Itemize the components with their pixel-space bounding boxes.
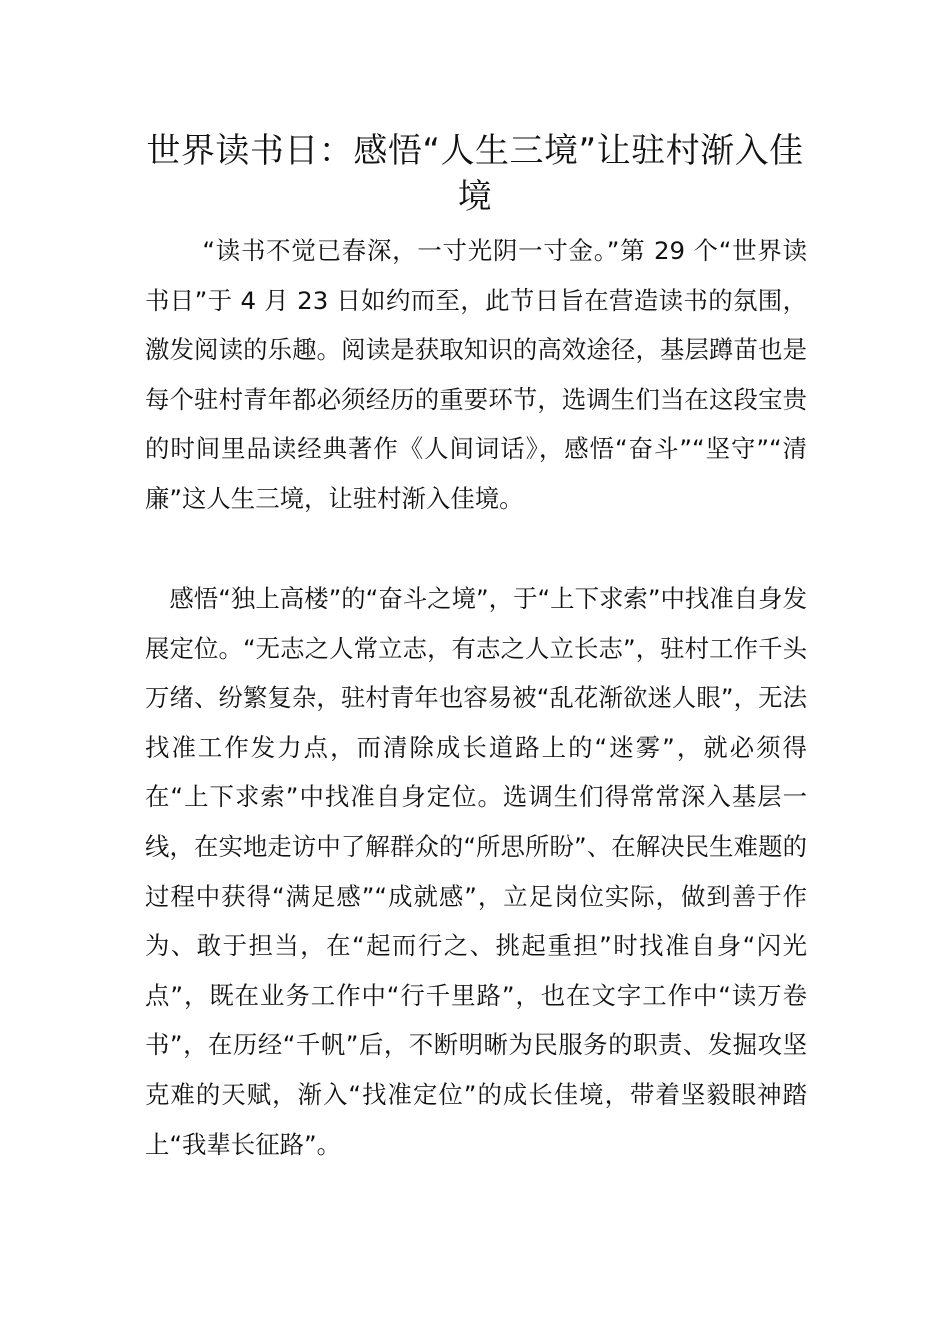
- paragraph-1: “读书不觉已春深，一寸光阴一寸金。”第 29 个“世界读书日”于 4 月 23 日如约而至，此节日旨在营造读书的氛围，激发阅读的乐趣。阅读是获取知识的高效途径，基层蹲苗也是每个驻村青年都必须经历的重要环节，选调生们当在这段宝贵的时间里品读经典著作《人间词话》，感悟“奋斗”“坚守”“清廉”这人生三境，让驻村渐入佳境。: [145, 236, 807, 513]
- document-title: 世界读书日：感悟“人生三境”让驻村渐入佳境: [146, 131, 804, 217]
- paragraph-2: 感悟“独上高楼”的“奋斗之境”，于“上下求索”中找准自身发展定位。“无志之人常立志，有志之人立长志”，驻村工作千头万绪、纷繁复杂，驻村青年也容易被“乱花渐欲迷人眼”，无法找准工作发力点，而清除成长道路上的“迷雾”，就必须得在“上下求索”中找准自身定位。选调生们得常常深入基层一线，在实地走访中了解群众的“所思所盼”、在解决民生难题的过程中获得“满足感”“成就感”，立足岗位实际，做到善于作为、敢于担当，在“起而行之、挑起重担”时找准自身“闪光点”，既在业务工作中“行千里路”，也在文字工作中“读万卷书”，在历经“千帆”后，不断明晰为民服务的职责、发掘攻坚克难的天赋，渐入“找准定位”的成长佳境，带着坚毅眼神踏上“我辈长征路”。: [145, 584, 807, 1159]
